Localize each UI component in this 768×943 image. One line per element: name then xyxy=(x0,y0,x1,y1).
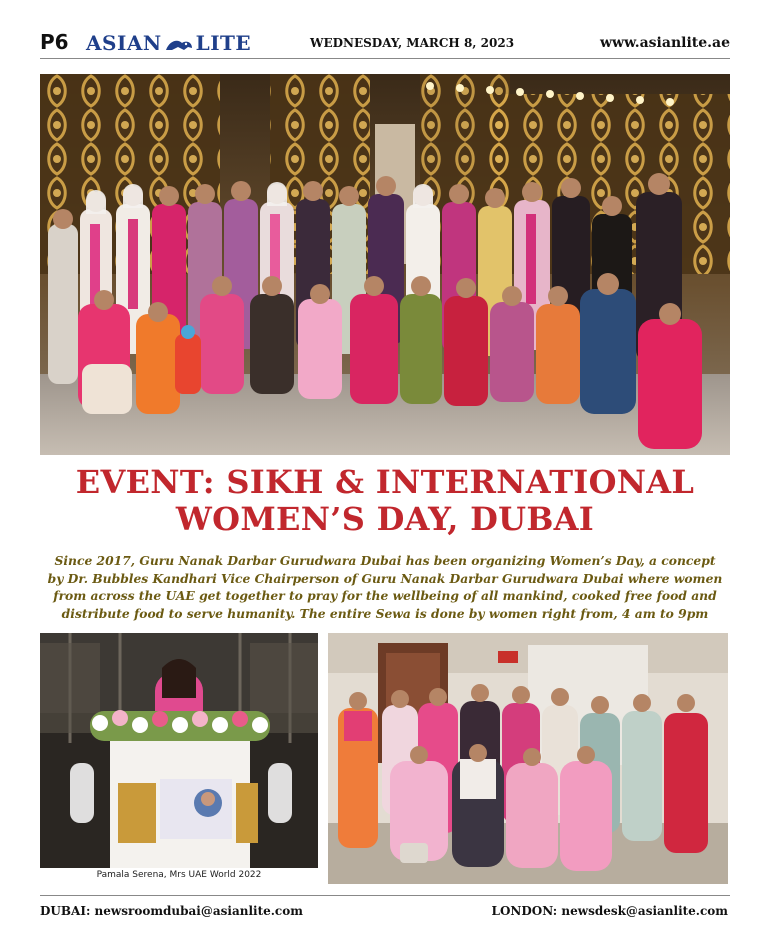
lion-emblem-icon xyxy=(164,38,194,52)
headline-line-1: EVENT: SIKH & INTERNATIONAL xyxy=(75,463,695,501)
brand-left: ASIAN xyxy=(86,31,162,55)
left-photo-caption: Pamala Serena, Mrs UAE World 2022 xyxy=(96,870,262,880)
page-number: P6 xyxy=(40,30,69,54)
group-room-photo xyxy=(328,633,728,884)
main-group-photo xyxy=(40,74,730,455)
brand-logo[interactable] xyxy=(86,31,251,55)
left-photo-caption-strip xyxy=(40,868,318,884)
brand-right: LITE xyxy=(195,31,252,55)
speaker-podium-photo xyxy=(40,633,318,884)
footer-dubai-contact[interactable]: DUBAI: newsroomdubai@asianlite.com xyxy=(40,904,303,918)
header-rule xyxy=(40,58,730,59)
headline-line-2: WOMEN’S DAY, DUBAI xyxy=(175,500,595,538)
article-lede: Since 2017, Guru Nanak Darbar Gurudwara Dubai has been organizing Women’s Day, a concept by Dr. Bubbles Kandhari Vice Chairperson of Guru Nanak Darbar Gurudwara Dubai where women from across the UAE get together to pray for the wellbeing of all mankind, cooked free food and distribute food to serve humanity. The entire Sewa is done by women right from, 4 am to 9pm xyxy=(47,553,723,621)
headline xyxy=(40,464,730,538)
masthead xyxy=(40,28,730,58)
website-link[interactable]: www.asianlite.ae xyxy=(599,35,730,51)
footer-london-contact[interactable]: LONDON: newsdesk@asianlite.com xyxy=(491,904,728,918)
footer-rule xyxy=(40,895,730,896)
issue-date: WEDNESDAY, MARCH 8, 2023 xyxy=(310,36,515,50)
